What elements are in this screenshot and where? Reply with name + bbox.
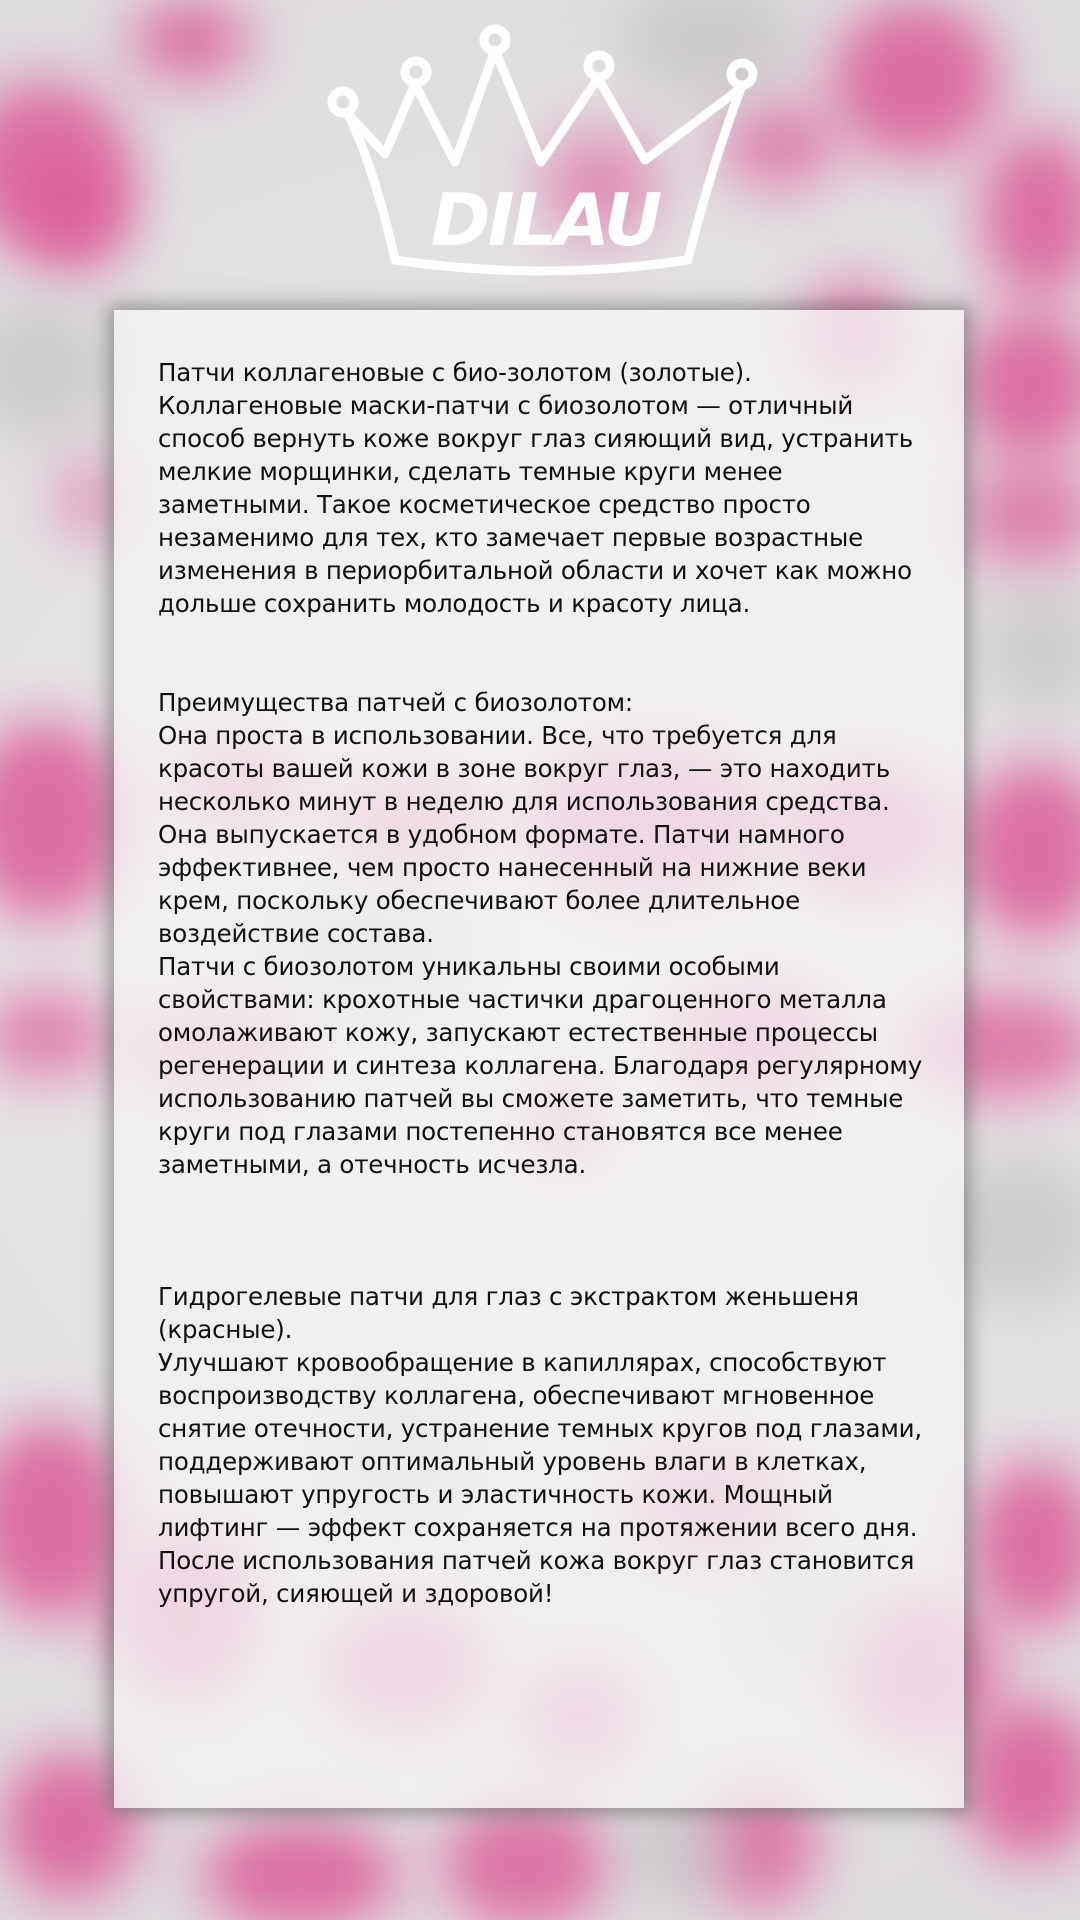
crown-logo xyxy=(315,20,765,290)
advantage-paragraph: Она проста в использовании. Все, что требуется для красоты вашей кожи в зоне вокруг глаз, — это находить несколько минут в неделю для использования средства. xyxy=(158,721,890,816)
logo-text: DILAU xyxy=(430,178,660,262)
section-title: Патчи коллагеновые с био-золотом (золотые). xyxy=(158,358,752,387)
advantage-paragraph: Она выпускается в удобном формате. Патчи намного эффективнее, чем просто нанесенный на нижние веки крем, поскольку обеспечивают более длительное воздействие состава. xyxy=(158,820,867,948)
section-body: Улучшают кровообращение в капиллярах, способствуют воспроизводству коллагена, обеспечивают мгновенное снятие отечности, устранение темных кругов под глазами, поддерживают оптимальный уровень влаги в клетках, повышают упругость и эластичность кожи. Мощный лифтинг — эффект сохраняется на протяжении всего дня. После использования патчей кожа вокруг глаз становится упругой, сияющей и здоровой! xyxy=(158,1348,922,1608)
section-title: Преимущества патчей с биозолотом: xyxy=(158,688,633,717)
section-advantages xyxy=(158,686,938,1181)
product-description xyxy=(158,356,938,1610)
section-title: Гидрогелевые патчи для глаз с экстрактом женьшеня (красные). xyxy=(158,1282,859,1344)
section-ginseng-patches xyxy=(158,1280,938,1610)
advantage-paragraph: Патчи с биозолотом уникальны своими особыми свойствами: крохотные частички драгоценного металла омолаживают кожу, запускают естественные процессы регенерации и синтеза коллагена. Благодаря регулярному использованию патчей вы сможете заметить, что темные круги под глазами постепенно становятся все менее заметными, а отечность исчезла. xyxy=(158,952,923,1179)
section-body: Коллагеновые маски-патчи с биозолотом — отличный способ вернуть коже вокруг глаз сияющий вид, устранить мелкие морщинки, сделать темные круги менее заметными. Такое косметическое средство просто незаменимо для тех, кто замечает первые возрастные изменения в периорбитальной области и хочет как можно дольше сохранить молодость и красоту лица. xyxy=(158,391,913,618)
section-gold-patches xyxy=(158,356,938,620)
